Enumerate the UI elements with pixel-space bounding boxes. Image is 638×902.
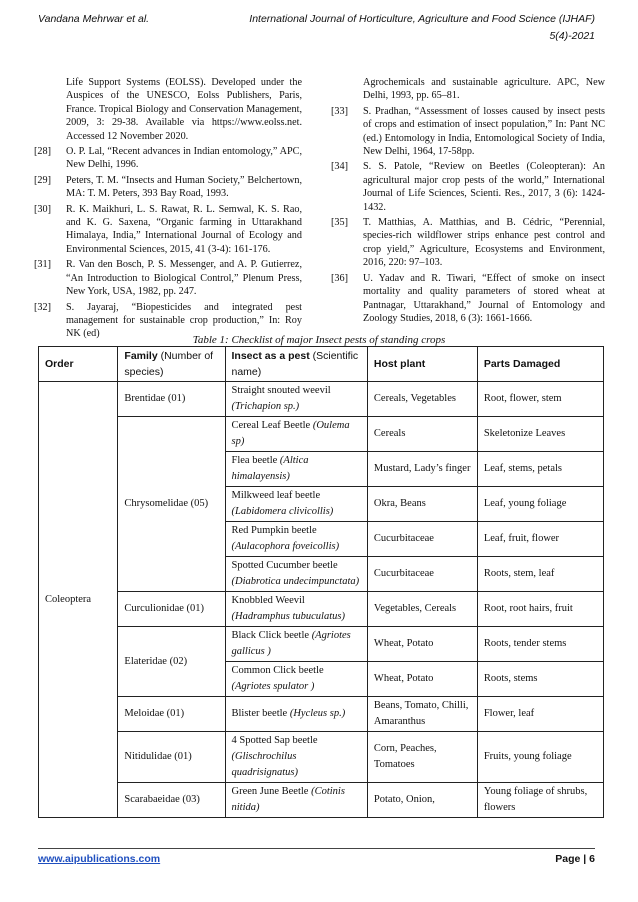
table-row [39,783,604,818]
host-cell: Okra, Beans [367,487,477,522]
references-right-column [331,76,605,327]
insect-cell: Spotted Cucumber beetle (Diabrotica undecimpunctata) [225,557,367,592]
reference-entry: [31] R. Van den Bosch, P. S. Messenger, and A. P. Gutierrez, “An Introduction to Biological Control,” Plenum Press, New York, USA, 1982, pp. 247. [34,259,302,298]
insect-cell: Blister beetle (Hycleus sp.) [225,697,367,732]
table-caption: Table 1: Checklist of major Insect pests of standing crops [192,334,446,346]
parts-cell: Skeletonize Leaves [477,417,603,452]
page-footer [38,853,595,869]
parts-cell: Roots, stem, leaf [477,557,603,592]
reference-entry: [34] S. S. Patole, “Review on Beetles (Coleopteran): An agricultural major crop pests of the world,” International Journal of Life Sciences, Scienti. Res., 2017, 3 (6): 1424-1432. [331,161,605,213]
insect-cell: Cereal Leaf Beetle (Oulema sp) [225,417,367,452]
family-cell: Scarabaeidae (03) [118,783,225,818]
host-cell: Wheat, Potato [367,662,477,697]
parts-cell: Roots, tender stems [477,627,603,662]
parts-cell: Root, flower, stem [477,382,603,417]
insect-cell: Milkweed leaf beetle (Labidomera clivicollis) [225,487,367,522]
family-cell: Curculionidae (01) [118,592,225,627]
header-issue: 5(4)-2021 [549,30,595,42]
family-cell: Brentidae (01) [118,382,225,417]
host-cell: Beans, Tomato, Chilli, Amaranthus [367,697,477,732]
reference-entry: [33] S. Pradhan, “Assessment of losses caused by insect pests of crops and estimation of insect population,” In: Pant NC (ed.) Entomology in India, Entomological Society of India, New Delhi, 1964, 17-58pp. [331,105,605,158]
family-cell: Nitidulidae (01) [118,732,225,783]
header-authors: Vandana Mehrwar et al. [38,13,150,25]
table-row [39,697,604,732]
reference-entry: Agrochemicals and sustainable agriculture. APC, New Delhi, 1993, pp. 65–81. [363,77,605,102]
insect-cell: Straight snouted weevil (Trichapion sp.) [225,382,367,417]
insect-cell: Green June Beetle (Cotinis nitida) [225,783,367,818]
host-cell: Cucurbitaceae [367,557,477,592]
table-header-row [39,347,604,382]
parts-cell: Roots, stems [477,662,603,697]
reference-entry: [35] T. Matthias, A. Matthias, and B. Cédric, “Perennial, species-rich wildflower strips enhance pest control and crop yield,” Agriculture, Ecosystems and Environment, 2016, 220: 97–103. [331,217,605,269]
table-row [39,732,604,783]
header-family: Family (Number of species) [118,347,225,382]
parts-cell: Young foliage of shrubs, flowers [477,783,603,818]
order-cell: Coleoptera [39,382,118,818]
host-cell: Potato, Onion, [367,783,477,818]
host-cell: Wheat, Potato [367,627,477,662]
running-header [38,13,595,47]
reference-entry: [29] Peters, T. M. “Insects and Human Society,” Belchertown, MA: T. M. Peters, 393 Bay Road, 1993. [34,174,302,200]
reference-entry: Life Support Systems (EOLSS). Developed under the Auspices of the UNESCO, Eolss Publishers, Paris, France. Tropical Biology and Conservation Management, 2009, 3: 29-38. Available via https://www.eolss.net. Accessed 12 November 2020. [66,77,302,142]
references-left-column [34,76,302,343]
reference-entry: [30] R. K. Maikhuri, L. S. Rawat, R. L. Semwal, K. S. Rao, and K. G. Saxena, “Organic farming in Uttarakhand Himalaya, India,” International Journal of Ecology and Environmental Sciences, 2015, 41 (3-4): 161-176. [34,203,302,255]
footer-divider [38,848,595,849]
journal-website-link[interactable]: www.aipublications.com [38,853,161,865]
insect-cell: 4 Spotted Sap beetle (Glischrochilus quadrisignatus) [225,732,367,783]
insect-cell: Flea beetle (Altica himalayensis) [225,452,367,487]
parts-cell: Leaf, fruit, flower [477,522,603,557]
parts-cell: Root, root hairs, fruit [477,592,603,627]
table-row [39,592,604,627]
parts-cell: Leaf, stems, petals [477,452,603,487]
insect-cell: Red Pumpkin beetle (Aulacophora foveicollis) [225,522,367,557]
insect-cell: Knobbled Weevil (Hadramphus tubuculatus) [225,592,367,627]
header-journal: International Journal of Horticulture, Agriculture and Food Science (IJHAF) [249,13,595,25]
family-cell: Meloidae (01) [118,697,225,732]
page-number: Page | 6 [555,853,595,865]
insect-pest-table [38,346,604,818]
parts-cell: Leaf, young foliage [477,487,603,522]
host-cell: Mustard, Lady’s finger [367,452,477,487]
table-row [39,417,604,452]
header-parts: Parts Damaged [477,347,603,382]
reference-entry: [28] O. P. Lal, “Recent advances in Indian entomology,” APC, New Delhi, 1996. [34,146,302,171]
parts-cell: Fruits, young foliage [477,732,603,783]
host-cell: Cereals [367,417,477,452]
header-insect: Insect as a pest (Scientific name) [225,347,367,382]
header-host: Host plant [367,347,477,382]
reference-entry: [32] S. Jayaraj, “Biopesticides and integrated pest management for sustainable crop production,” In: Roy NK (ed) [34,301,302,340]
table-row [39,627,604,662]
host-cell: Cereals, Vegetables [367,382,477,417]
host-cell: Corn, Peaches, Tomatoes [367,732,477,783]
host-cell: Cucurbitaceae [367,522,477,557]
insect-cell: Common Click beetle (Agriotes spulator ) [225,662,367,697]
family-cell: Elateridae (02) [118,627,225,697]
host-cell: Vegetables, Cereals [367,592,477,627]
header-order: Order [39,347,118,382]
insect-cell: Black Click beetle (Agriotes gallicus ) [225,627,367,662]
table-row [39,382,604,417]
reference-entry: [36] U. Yadav and R. Tiwari, “Effect of smoke on insect mortality and quality parameters of stored wheat at Pantnagar, Uttarakhand,” Journal of Entomology and Zoology Studies, 2018, 6 (3): 1661-1666. [331,272,605,324]
parts-cell: Flower, leaf [477,697,603,732]
family-cell: Chrysomelidae (05) [118,417,225,592]
